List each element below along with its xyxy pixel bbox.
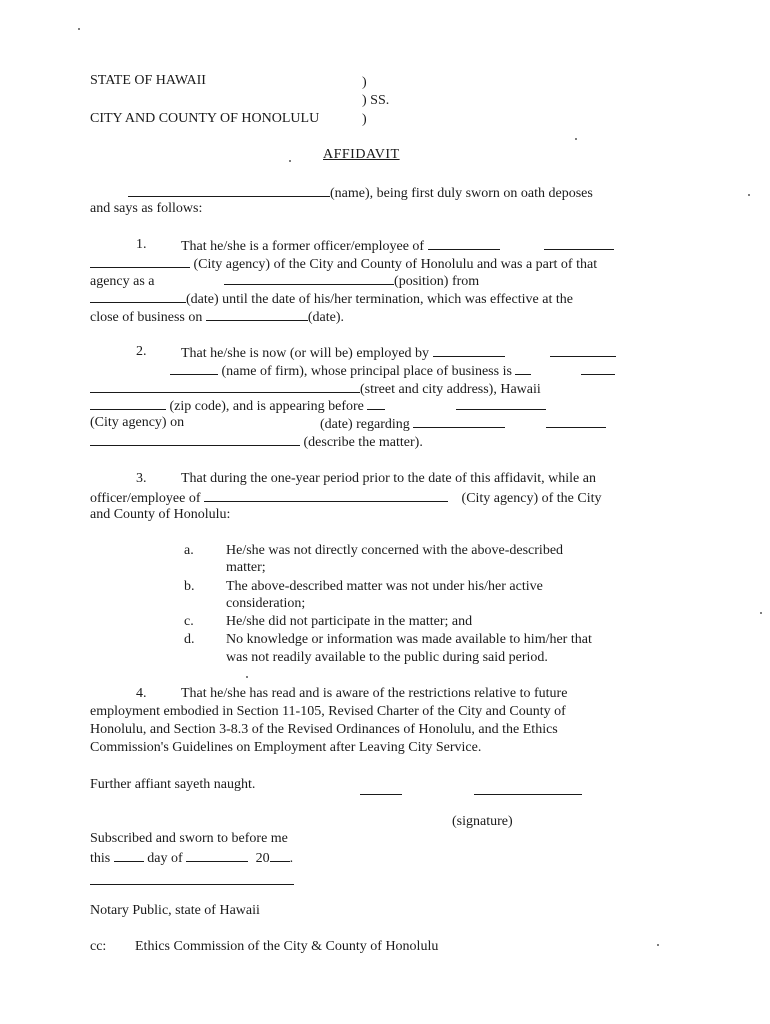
scan-speck — [78, 28, 80, 30]
former-agency-blank-1[interactable] — [428, 236, 500, 250]
para2-number: 2. — [136, 344, 147, 359]
intro-line-2: and says as follows: — [90, 201, 203, 216]
firm-name-blank[interactable] — [170, 361, 218, 375]
para2-line-2 — [170, 361, 531, 380]
appearing-before-blank-1[interactable] — [367, 396, 385, 410]
item-d-letter: d. — [184, 632, 195, 647]
para4-number: 4. — [136, 686, 147, 701]
former-agency-blank-2[interactable] — [544, 236, 614, 250]
para1-text-2: (City agency) of the City and County of Honolulu and was a part of that — [193, 257, 598, 272]
employer-blank-2[interactable] — [550, 343, 616, 357]
scan-speck — [575, 138, 577, 140]
state-line: STATE OF HAWAII — [90, 73, 206, 88]
item-a-letter: a. — [184, 543, 194, 558]
para2-text-3: (street and city address), Hawaii — [360, 382, 541, 397]
item-a-line-2: matter; — [226, 560, 266, 575]
ss-line: ) SS. — [362, 93, 390, 108]
para4-line-3: Honolulu, and Section 3-8.3 of the Revised Ordinances of Honolulu, and the Ethics — [90, 722, 558, 737]
para2-line-4 — [90, 396, 385, 415]
subscribed-line-2 — [90, 848, 293, 867]
business-place-blank-2[interactable] — [581, 361, 615, 375]
para1-line-1 — [181, 236, 500, 255]
para4-line-1: That he/she has read and is aware of the restrictions relative to future — [181, 686, 568, 701]
item-c-letter: c. — [184, 614, 194, 629]
item-a-line-1: He/she was not directly concerned with the above-described — [226, 543, 564, 558]
year-blank[interactable] — [270, 848, 290, 862]
para4-line-2: employment embodied in Section 11-105, Revised Charter of the City and County of — [90, 704, 566, 719]
scan-speck — [289, 160, 291, 162]
close-date-blank[interactable] — [206, 307, 308, 321]
para1-line-3 — [90, 271, 479, 290]
appearing-before-blank-2[interactable] — [456, 396, 546, 410]
caption-paren-bottom: ) — [362, 112, 367, 127]
para2-text-1: That he/she is now (or will be) employed by — [181, 346, 430, 361]
scan-speck — [657, 944, 659, 946]
scan-speck — [246, 676, 248, 678]
para1-text-4: (date) until the date of his/her termination, which was effective at the — [186, 292, 573, 307]
subscribed-line-1: Subscribed and sworn to before me — [90, 831, 288, 846]
caption-paren-top: ) — [362, 75, 367, 90]
business-place-blank-1[interactable] — [515, 361, 531, 375]
item-b-line-1: The above-described matter was not under his/her active — [226, 579, 543, 594]
para1-text-5b: (date). — [307, 310, 345, 325]
para2-line-5 — [320, 414, 505, 433]
para1-text-3a: agency as a — [90, 274, 155, 289]
para2-text-4: (zip code), and is appearing before — [169, 399, 364, 414]
para1-text-5a: close of business on — [90, 310, 203, 325]
page-title: AFFIDAVIT — [323, 147, 400, 162]
para3-line-2 — [90, 488, 602, 507]
officer-agency-blank[interactable] — [204, 488, 448, 502]
county-line: CITY AND COUNTY OF HONOLULU — [90, 111, 320, 126]
this-text: this — [90, 851, 111, 866]
month-blank[interactable] — [186, 848, 248, 862]
para1-text-3b: (position) from — [394, 274, 480, 289]
para2-text-2: (name of firm), whose principal place of business is — [221, 364, 512, 379]
day-blank[interactable] — [114, 848, 144, 862]
cc-recipient: Ethics Commission of the City & County of Honolulu — [135, 939, 439, 954]
para2-text-6: (describe the matter). — [303, 435, 423, 450]
regarding-blank-2[interactable] — [546, 414, 606, 428]
item-d-line-1: No knowledge or information was made available to him/her that — [226, 632, 592, 647]
zip-code-blank[interactable] — [90, 396, 166, 410]
signature-line-1[interactable] — [360, 794, 402, 795]
signature-label: (signature) — [452, 814, 513, 829]
notary-signature-line[interactable] — [90, 884, 294, 885]
from-date-blank[interactable] — [90, 289, 186, 303]
position-blank[interactable] — [224, 271, 394, 285]
city-agency-blank[interactable] — [90, 254, 190, 268]
item-d-line-2: was not readily available to the public during said period. — [226, 650, 548, 665]
regarding-blank-1[interactable] — [413, 414, 505, 428]
para1-line-4 — [90, 289, 573, 308]
para2-line-6 — [90, 432, 423, 451]
para4-line-4: Commission's Guidelines on Employment after Leaving City Service. — [90, 740, 482, 755]
employer-blank-1[interactable] — [433, 343, 505, 357]
item-c-line-1: He/she did not participate in the matter; and — [226, 614, 473, 629]
year-period: . — [289, 851, 294, 866]
item-b-line-2: consideration; — [226, 596, 306, 611]
para2-city-agency-on: (City agency) on — [90, 415, 185, 430]
para3-line-3: and County of Honolulu: — [90, 507, 231, 522]
scan-speck — [760, 612, 762, 614]
name-blank[interactable] — [128, 183, 330, 197]
year-prefix: 20 — [255, 851, 270, 866]
para1-number: 1. — [136, 237, 147, 252]
intro-text-1: (name), being first duly sworn on oath deposes — [330, 186, 593, 201]
notary-label: Notary Public, state of Hawaii — [90, 903, 260, 918]
scan-speck — [748, 194, 750, 196]
day-of-text: day of — [147, 851, 183, 866]
signature-line-2[interactable] — [474, 794, 582, 795]
item-b-letter: b. — [184, 579, 195, 594]
para3-text-2b: (City agency) of the City — [461, 491, 602, 506]
address-blank[interactable] — [90, 379, 360, 393]
matter-blank[interactable] — [90, 432, 300, 446]
cc-label: cc: — [90, 939, 107, 954]
para1-line-5 — [90, 307, 344, 326]
para3-line-1: That during the one-year period prior to the date of this affidavit, while an — [181, 471, 596, 486]
para3-text-2a: officer/employee of — [90, 491, 201, 506]
closing-statement: Further affiant sayeth naught. — [90, 777, 256, 792]
para1-text-1: That he/she is a former officer/employee of — [181, 239, 425, 254]
para2-line-1 — [181, 343, 505, 362]
para2-text-5b: (date) regarding — [320, 417, 410, 432]
para3-number: 3. — [136, 471, 147, 486]
